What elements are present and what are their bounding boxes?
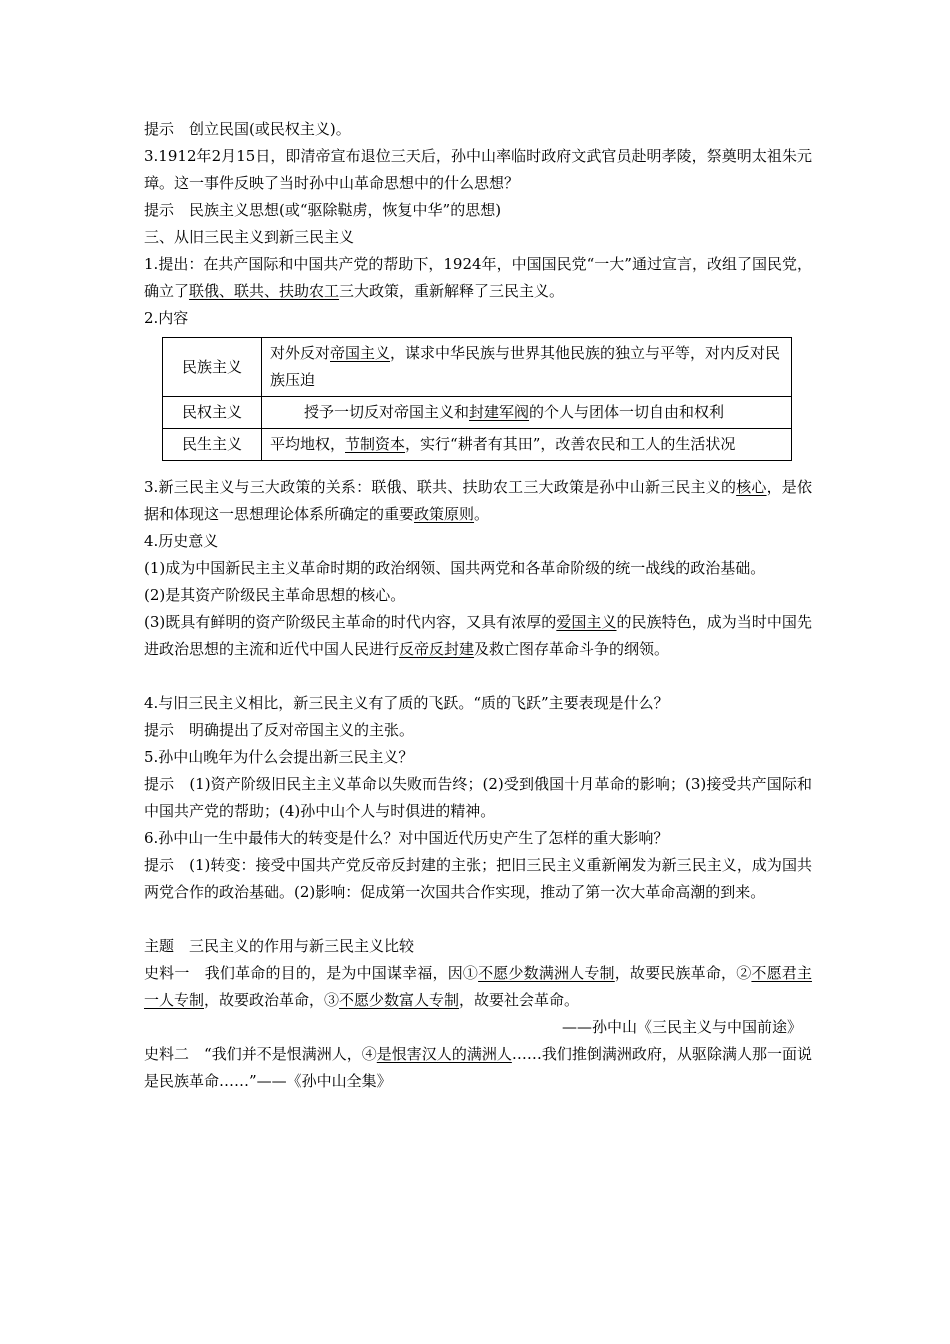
hint-line: 提示 创立民国(或民权主义)。 <box>144 120 351 138</box>
document-page <box>144 116 812 1095</box>
content-table <box>162 337 792 461</box>
question-3: 3.1912年2月15日，即清帝宣布退位三天后，孙中山率临时政府文武官员赴明孝陵，祭奠明太祖朱元璋。这一事件反映了当时孙中山革命思想中的什么思想？ <box>144 147 812 192</box>
hint-line: 提示 明确提出了反对帝国主义的主张。 <box>144 721 415 739</box>
question-6: 6.孙中山一生中最伟大的转变是什么？对中国近代历史产生了怎样的重大影响？ <box>144 829 669 847</box>
point-3: 3.新三民主义与三大政策的关系：联俄、联共、扶助农工三大政策是孙中山新三民主义的核心，是依据和体现这一思想理论体系所确定的重要政策原则。 <box>144 478 812 523</box>
significance-3: (3)既具有鲜明的资产阶级民主革命的时代内容，又具有浓厚的爱国主义的民族特色，成为当时中国先进政治思想的主流和近代中国人民进行反帝反封建及救亡图存革命斗争的纲领。 <box>144 613 812 658</box>
table-key: 民生主义 <box>163 429 262 461</box>
significance-2: (2)是其资产阶级民主革命思想的核心。 <box>144 586 406 604</box>
table-row <box>163 397 792 429</box>
table-value: 平均地权，节制资本，实行“耕者有其田”，改善农民和工人的生活状况 <box>262 429 792 461</box>
source-citation: ——孙中山《三民主义与中国前途》 <box>561 1018 802 1036</box>
significance-1: (1)成为中国新民主主义革命时期的政治纲领、国共两党和各革命阶级的统一战线的政治基础。 <box>144 559 766 577</box>
table-row <box>163 338 792 397</box>
table-key: 民权主义 <box>163 397 262 429</box>
section-heading: 三、从旧三民主义到新三民主义 <box>144 228 355 246</box>
hint-line: 提示 (1)资产阶级旧民主主义革命以失败而告终；(2)受到俄国十月革命的影响；(3)接受共产国际和中国共产党的帮助；(4)孙中山个人与时俱进的精神。 <box>144 775 812 820</box>
point-1: 1.提出：在共产国际和中国共产党的帮助下，1924年，中国国民党“一大”通过宣言，改组了国民党，确立了联俄、联共、扶助农工三大政策，重新解释了三民主义。 <box>144 255 812 300</box>
table-value: 授予一切反对帝国主义和封建军阀的个人与团体一切自由和权利 <box>262 397 792 429</box>
question-5: 5.孙中山晚年为什么会提出新三民主义？ <box>144 748 414 766</box>
question-4: 4.与旧三民主义相比，新三民主义有了质的飞跃。“质的飞跃”主要表现是什么？ <box>144 694 669 712</box>
theme-heading: 主题 三民主义的作用与新三民主义比较 <box>144 937 415 955</box>
source-1: 史料一 我们革命的目的，是为中国谋幸福，因①不愿少数满洲人专制，故要民族革命，②不愿君主一人专制，故要政治革命，③不愿少数富人专制，故要社会革命。 <box>144 964 812 1009</box>
source-2: 史料二 “我们并不是恨满洲人，④是恨害汉人的满洲人……我们推倒满洲政府，从驱除满人那一面说是民族革命……”——《孙中山全集》 <box>144 1045 812 1090</box>
point-2: 2.内容 <box>144 309 189 327</box>
table-key: 民族主义 <box>163 338 262 397</box>
point-4: 4.历史意义 <box>144 532 219 550</box>
underlined-text: 联俄、联共、扶助农工 <box>189 282 340 300</box>
hint-line: 提示 (1)转变：接受中国共产党反帝反封建的主张；把旧三民主义重新阐发为新三民主义，成为国共两党合作的政治基础。(2)影响：促成第一次国共合作实现，推动了第一次大革命高潮的到来。 <box>144 856 812 901</box>
table-row <box>163 429 792 461</box>
hint-line: 提示 民族主义思想(或“驱除鞑虏，恢复中华”的思想) <box>144 201 502 219</box>
table-value: 对外反对帝国主义，谋求中华民族与世界其他民族的独立与平等，对内反对民族压迫 <box>262 338 792 397</box>
